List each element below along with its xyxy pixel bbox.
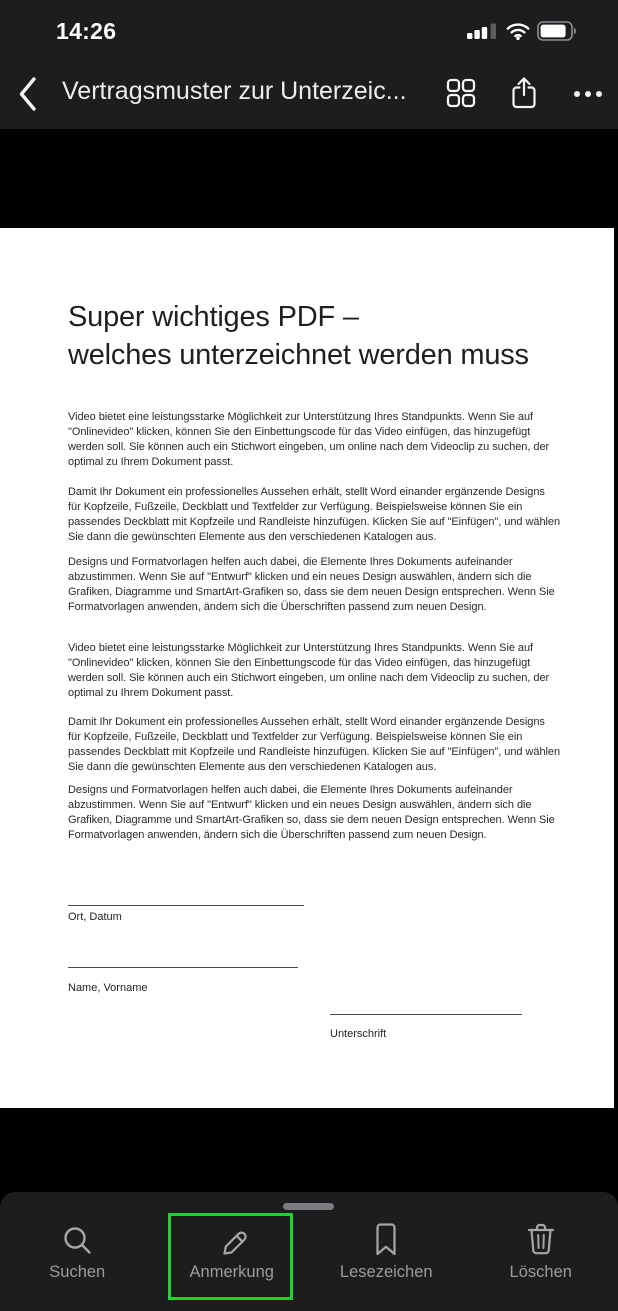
document-title-bar: Vertragsmuster zur Unterzeic... xyxy=(62,77,407,105)
document-text-line: Formatvorlagen anwenden, ändern sich die Überschriften passend zum neuen Design. xyxy=(68,829,487,841)
bottom-toolbar xyxy=(0,1192,618,1311)
signature-field-name-vorname xyxy=(68,967,298,994)
document-text-line: Formatvorlagen anwenden, ändern sich die Überschriften passend zum neuen Design. xyxy=(68,601,487,613)
document-text-line: "Onlinevideo" klicken, können Sie den Einbettungscode für das Video einfügen, das hinzugefügt xyxy=(68,657,531,669)
document-text-line: Video bietet eine leistungsstarke Möglichkeit zur Unterstützung Ihres Standpunkts. Wenn Sie auf xyxy=(68,642,534,654)
top-bars xyxy=(0,0,618,129)
paragraph xyxy=(68,410,549,470)
nav-actions xyxy=(446,60,604,129)
paragraph xyxy=(68,641,549,701)
status-time: 14:26 xyxy=(56,18,117,44)
drag-handle[interactable] xyxy=(283,1203,334,1210)
more-ellipsis-icon xyxy=(572,87,604,102)
chevron-left-icon xyxy=(17,101,39,116)
status-bar xyxy=(0,0,618,60)
toolbar-item-loeschen[interactable] xyxy=(464,1222,618,1282)
document-text-line: passendes Deckblatt mit Kopfzeile und Randleiste hinzufügen. Klicken Sie auf "Einfügen", und wählen xyxy=(68,746,561,758)
signature-label: Ort, Datum xyxy=(68,911,122,923)
cellular-signal-icon xyxy=(467,23,499,44)
signature-line xyxy=(68,905,304,906)
document-text-line: optimal zu Ihrem Dokument passt. xyxy=(68,687,234,699)
signature-line xyxy=(330,1014,522,1015)
trash-icon xyxy=(525,1222,557,1256)
toolbar-item-label: Suchen xyxy=(49,1263,106,1281)
signature-label: Name, Vorname xyxy=(68,982,148,994)
signature-line xyxy=(68,967,298,968)
paragraph xyxy=(68,783,555,843)
signature-field-ort-datum xyxy=(68,905,304,923)
thumbnails-grid-icon xyxy=(446,78,476,111)
toolbar-item-suchen[interactable] xyxy=(0,1222,155,1282)
battery-icon xyxy=(537,21,578,46)
back-button[interactable] xyxy=(12,74,44,116)
document-text-line: Designs und Formatvorlagen helfen auch dabei, die Elemente Ihres Dokuments aufeinander xyxy=(68,784,513,796)
document-text-line: für Kopfzeile, Fußzeile, Deckblatt und Textfelder zur Verfügung. Beispielsweise können Sie ein xyxy=(68,731,523,743)
document-text-line: Sie dann die gewünschten Elemente aus den verschiedenen Katalogen aus. xyxy=(68,531,437,543)
document-text-line: abzustimmen. Wenn Sie auf "Entwurf" klicken und ein neues Design auswählen, ändern sich die xyxy=(68,571,532,583)
document-text-line: Damit Ihr Dokument ein professionelles Aussehen erhält, stellt Word einander ergänzende Designs xyxy=(68,716,545,728)
document-text-line: Designs und Formatvorlagen helfen auch dabei, die Elemente Ihres Dokuments aufeinander xyxy=(68,556,513,568)
document-viewport[interactable] xyxy=(0,129,618,1192)
share-icon xyxy=(510,76,538,113)
document-heading-line2: welches unterzeichnet werden muss xyxy=(68,339,529,371)
highlight-box xyxy=(168,1213,293,1300)
more-button[interactable] xyxy=(572,79,604,111)
paragraph xyxy=(68,555,555,615)
document-text-line: werden soll. Sie können auch ein Stichwort eingeben, um online nach dem Videoclip zu suchen, der xyxy=(68,672,550,684)
search-icon xyxy=(61,1222,93,1256)
document-text-line: Grafiken, Diagramme und SmartArt-Grafiken so, dass sie dem neuen Design entsprechen. Wenn Sie xyxy=(68,814,555,826)
toolbar-item-label: Löschen xyxy=(509,1263,572,1281)
document-text-line: optimal zu Ihrem Dokument passt. xyxy=(68,456,234,468)
document-heading-line1: Super wichtiges PDF – xyxy=(68,301,359,333)
document-heading xyxy=(68,298,529,374)
document-text-line: Damit Ihr Dokument ein professionelles Aussehen erhält, stellt Word einander ergänzende Designs xyxy=(68,486,545,498)
nav-bar xyxy=(0,60,618,129)
document-text-line: werden soll. Sie können auch ein Stichwort eingeben, um online nach dem Videoclip zu suchen, der xyxy=(68,441,550,453)
document-text-line: "Onlinevideo" klicken, können Sie den Einbettungscode für das Video einfügen, das hinzugefügt xyxy=(68,426,531,438)
toolbar-item-lesezeichen[interactable] xyxy=(309,1222,464,1282)
paragraph xyxy=(68,485,560,545)
status-icons xyxy=(467,21,578,46)
bookmark-icon xyxy=(370,1222,402,1256)
signature-label: Unterschrift xyxy=(330,1028,387,1040)
document-text-line: für Kopfzeile, Fußzeile, Deckblatt und Textfelder zur Verfügung. Beispielsweise können Sie ein xyxy=(68,501,523,513)
thumbnails-button[interactable] xyxy=(446,79,476,111)
document-text-line: Sie dann die gewünschten Elemente aus den verschiedenen Katalogen aus. xyxy=(68,761,437,773)
document-text-line: Grafiken, Diagramme und SmartArt-Grafiken so, dass sie dem neuen Design entsprechen. Wenn Sie xyxy=(68,586,555,598)
toolbar-item-label: Anmerkung xyxy=(189,1263,274,1281)
document-text-line: abzustimmen. Wenn Sie auf "Entwurf" klicken und ein neues Design auswählen, ändern sich die xyxy=(68,799,532,811)
document-text-line: Video bietet eine leistungsstarke Möglichkeit zur Unterstützung Ihres Standpunkts. Wenn Sie auf xyxy=(68,411,534,423)
signature-field-unterschrift xyxy=(330,1014,522,1040)
share-button[interactable] xyxy=(510,79,538,111)
toolbar-item-label: Lesezeichen xyxy=(339,1263,433,1281)
toolbar-items xyxy=(0,1222,618,1282)
paragraph xyxy=(68,715,560,775)
pdf-page xyxy=(0,228,614,1108)
document-text-line: passendes Deckblatt mit Kopfzeile und Randleiste hinzufügen. Klicken Sie auf "Einfügen", und wählen xyxy=(68,516,561,528)
wifi-icon xyxy=(506,23,530,45)
